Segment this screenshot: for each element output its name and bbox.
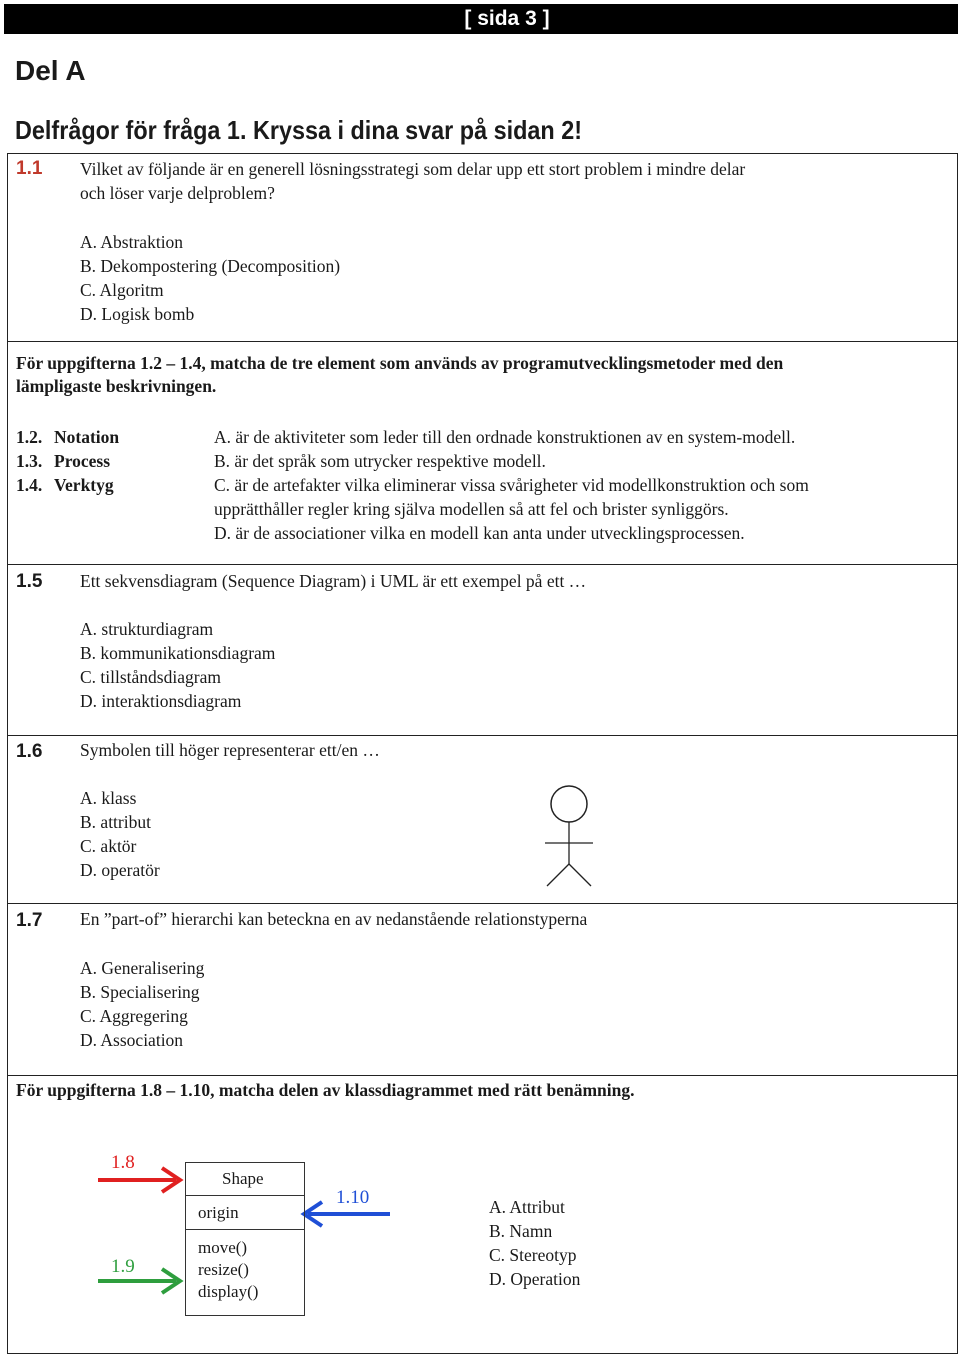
blue-arrow-icon [304, 1202, 390, 1226]
answer-option: C. Algoritm [80, 280, 164, 300]
question-number: 1.1 [16, 158, 43, 179]
answer-option: D. interaktionsdiagram [80, 691, 242, 711]
question-text: Symbolen till höger representerar ett/en … [80, 740, 380, 760]
uml-class-box [185, 1162, 305, 1316]
uml-operation: display() [198, 1282, 259, 1301]
answer-option: D. operatör [80, 860, 160, 880]
instruction-text: För uppgifterna 1.8 – 1.10, matcha delen av klassdiagrammet med rätt benämning. [16, 1080, 635, 1100]
answer-option: A. strukturdiagram [80, 619, 214, 639]
divider [7, 564, 958, 565]
answer-option: B. kommunikationsdiagram [80, 643, 276, 663]
divider [7, 1075, 958, 1076]
question-text: Ett sekvensdiagram (Sequence Diagram) i UML är ett exempel på ett … [80, 571, 587, 591]
item-name: Process [54, 451, 111, 471]
uml-separator [186, 1195, 304, 1196]
answer-option: D. Logisk bomb [80, 304, 195, 324]
item-number: 1.2. [16, 427, 43, 447]
question-text: och löser varje delproblem? [80, 183, 275, 203]
arrow-label: 1.10 [336, 1187, 370, 1208]
divider [7, 341, 958, 342]
item-number: 1.3. [16, 451, 43, 471]
item-name: Verktyg [54, 475, 114, 495]
green-arrow-icon [98, 1269, 180, 1293]
divider [7, 735, 958, 736]
uml-operation: resize() [198, 1260, 249, 1279]
question-number: 1.6 [16, 741, 43, 762]
uml-operation: move() [198, 1238, 248, 1257]
answer-option: C. Aggregering [80, 1006, 188, 1026]
question-text: Vilket av följande är en generell lösningsstrategi som delar upp ett stort problem i mindre delar [80, 159, 746, 179]
answer-option: B. Namn [489, 1221, 553, 1241]
description-option: C. är de artefakter vilka eliminerar vissa svårigheter vid modellkonstruktion och som [214, 475, 809, 495]
item-name: Notation [54, 427, 120, 447]
main-heading: Delfrågor för fråga 1. Kryssa i dina svar på sidan 2! [15, 115, 583, 145]
answer-option: A. Abstraktion [80, 232, 184, 252]
answer-option: D. Operation [489, 1269, 581, 1289]
page-header-bar [4, 4, 958, 34]
answer-option: C. aktör [80, 836, 137, 856]
answer-option: A. Attribut [489, 1197, 565, 1217]
uml-attribute: origin [198, 1203, 239, 1222]
red-arrow-icon [98, 1168, 180, 1192]
item-number: 1.4. [16, 475, 43, 495]
answer-option: A. Generalisering [80, 958, 205, 978]
page-number-label: [ sida 3 ] [464, 7, 550, 30]
arrow-label: 1.9 [111, 1256, 135, 1277]
answer-option: C. Stereotyp [489, 1245, 577, 1265]
description-option: A. är de aktiviteter som leder till den ordnade konstruktionen av en system-modell. [214, 427, 796, 447]
arrow-label: 1.8 [111, 1152, 135, 1173]
actor-stick-figure-icon [540, 780, 600, 890]
question-number: 1.5 [16, 571, 43, 592]
question-text: En ”part-of” hierarchi kan beteckna en av nedanstående relationstyperna [80, 909, 588, 929]
section-title: Del A [15, 55, 86, 86]
answer-option: C. tillståndsdiagram [80, 667, 221, 687]
description-option: D. är de associationer vilka en modell kan anta under utvecklingsprocessen. [214, 523, 745, 543]
uml-class-name: Shape [222, 1169, 264, 1188]
instruction-text: lämpligaste beskrivningen. [16, 376, 217, 396]
answer-option: B. attribut [80, 812, 151, 832]
instruction-text: För uppgifterna 1.2 – 1.4, matcha de tre element som används av programutvecklingsmetoder med den [16, 353, 784, 373]
uml-separator [186, 1229, 304, 1230]
question-number: 1.7 [16, 910, 43, 931]
answer-option: B. Dekompostering (Decomposition) [80, 256, 341, 276]
answer-option: A. klass [80, 788, 137, 808]
answer-option: D. Association [80, 1030, 184, 1050]
answer-option: B. Specialisering [80, 982, 200, 1002]
description-option: B. är det språk som utrycker respektive modell. [214, 451, 546, 471]
divider [7, 903, 958, 904]
description-option: upprätthåller regler kring själva modellen så att fel och brister synliggörs. [214, 499, 729, 519]
